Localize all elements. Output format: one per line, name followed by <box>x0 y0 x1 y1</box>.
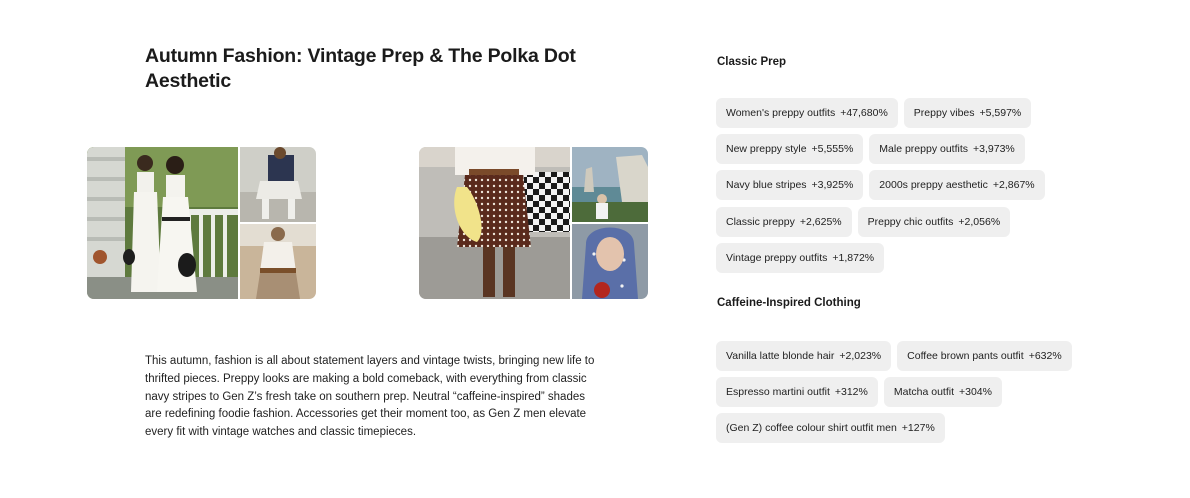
tag-row <box>716 243 884 273</box>
article-body: This autumn, fashion is all about statement layers and vintage twists, bringing new life to thrifted pieces. Preppy looks are making a bold comeback, with everything from classic navy stripes to Gen Z’s fresh take on southern prep. Neutral “caffeine-inspired” shades are redefining foodie fashion. Accessories get their moment too, as Gen Z men elevate every fit with vintage watches and classic timepieces. <box>145 355 595 439</box>
tag-label: Preppy vibes <box>913 107 975 119</box>
trend-tag[interactable] <box>716 170 863 200</box>
trend-tag[interactable] <box>716 413 945 443</box>
trend-tag[interactable] <box>884 377 1002 407</box>
tag-label: Matcha outfit <box>893 386 954 398</box>
tag-growth: +3,973% <box>973 143 1015 155</box>
photo-portrait-headscarf-apple[interactable] <box>572 224 648 299</box>
trend-tag[interactable] <box>897 341 1072 371</box>
trend-tag[interactable] <box>716 134 863 164</box>
photo-coastal-cliffs[interactable] <box>572 147 648 222</box>
tag-growth: +304% <box>959 386 992 398</box>
trend-tag[interactable] <box>716 98 898 128</box>
trend-tag[interactable] <box>716 377 878 407</box>
tag-row <box>716 134 1025 164</box>
tag-growth: +312% <box>834 386 868 398</box>
tag-row <box>716 341 1072 371</box>
tag-growth: +5,555% <box>811 143 854 155</box>
trend-tag[interactable] <box>869 170 1044 200</box>
tag-label: New preppy style <box>726 143 807 155</box>
tag-growth: +2,867% <box>992 179 1035 191</box>
trend-tag[interactable] <box>858 207 1011 237</box>
tag-label: Espresso martini outfit <box>726 386 830 398</box>
tag-growth: +2,056% <box>958 216 1001 228</box>
tag-row <box>716 413 945 443</box>
tag-label: Women's preppy outfits <box>726 107 836 119</box>
tag-growth: +5,597% <box>979 107 1022 119</box>
tag-growth: +1,872% <box>832 252 875 264</box>
tag-growth: +47,680% <box>840 107 888 119</box>
section-title-caffeine-inspired-clothing: Caffeine-Inspired Clothing <box>717 297 861 309</box>
section-title-classic-prep: Classic Prep <box>717 56 787 68</box>
photo-two-women-white-dresses-on-porch[interactable] <box>87 147 238 299</box>
tag-label: (Gen Z) coffee colour shirt outfit men <box>726 422 897 434</box>
tag-label: Vanilla latte blonde hair <box>726 350 835 362</box>
tag-label: Preppy chic outfits <box>867 216 954 228</box>
trend-tag[interactable] <box>904 98 1031 128</box>
tag-growth: +2,625% <box>799 216 842 228</box>
tag-growth: +2,023% <box>839 350 882 362</box>
tag-row <box>716 207 1010 237</box>
trend-tag[interactable] <box>716 207 852 237</box>
trend-tag[interactable] <box>716 341 891 371</box>
tag-growth: +127% <box>901 422 935 434</box>
tag-label: Classic preppy <box>726 216 795 228</box>
tag-label: Coffee brown pants outfit <box>907 350 1024 362</box>
tag-label: 2000s preppy aesthetic <box>879 179 988 191</box>
tag-row <box>716 170 1045 200</box>
tag-label: Navy blue stripes <box>726 179 807 191</box>
trend-tag[interactable] <box>716 243 884 273</box>
photo-white-top-with-belt[interactable] <box>240 224 316 299</box>
photo-collage-vintage-prep[interactable] <box>87 147 316 299</box>
photo-polka-dot-skirt-and-boots[interactable] <box>419 147 570 299</box>
photo-collage-polka-dot[interactable] <box>419 147 648 299</box>
tag-row <box>716 377 1002 407</box>
tag-growth: +632% <box>1028 350 1062 362</box>
tag-label: Vintage preppy outfits <box>726 252 828 264</box>
trend-tag[interactable] <box>869 134 1024 164</box>
tag-label: Male preppy outfits <box>879 143 969 155</box>
tag-growth: +3,925% <box>811 179 854 191</box>
tag-row <box>716 98 1031 128</box>
photo-outfit-seated-on-bench[interactable] <box>240 147 316 222</box>
article-title: Autumn Fashion: Vintage Prep & The Polka Dot Aesthetic <box>145 45 576 92</box>
